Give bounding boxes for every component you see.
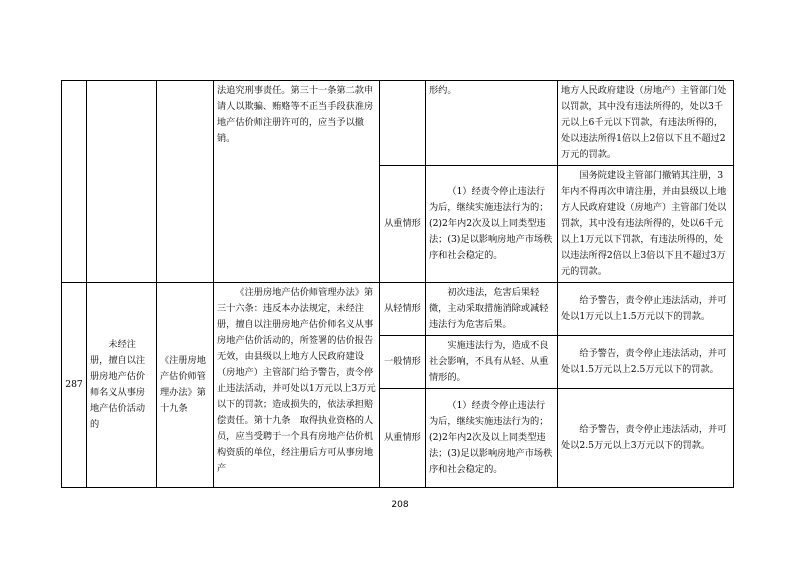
level-cell-empty bbox=[380, 81, 426, 166]
number-cell-empty bbox=[62, 81, 87, 283]
violation-cell-empty bbox=[87, 81, 157, 283]
standard-cell: （1）经责令停止违法行为后，继续实施违法行为的；(2)2年内2次及以上同类型违法；(3)足以影响房地产市场秩序和社会稳定的。 bbox=[426, 389, 558, 488]
row-number-cell: 287 bbox=[62, 283, 87, 488]
standard-cell: （1）经责令停止违法行为后，继续实施违法行为的；(2)2年内2次及以上同类型违法；(3)足以影响房地产市场秩序和社会稳定的。 bbox=[426, 166, 558, 283]
provision-text-cell: 法追究刑事责任。第三十一条第二款申请人以欺骗、贿赂等不正当手段获准房地产估价师注册许可的，应当予以撤销。 bbox=[214, 81, 380, 283]
penalty-cell: 给予警告，责令停止违法活动，并可处以2.5万元以上3万元以下的罚款。 bbox=[558, 389, 734, 488]
level-cell: 一般情形 bbox=[380, 336, 426, 389]
violation-cell: 未经注册，擅自以注册房地产估价师名义从事房地产估价活动的 bbox=[87, 283, 157, 488]
penalty-cell: 地方人民政府建设（房地产）主管部门处以罚款，其中没有违法所得的，处以3千元以上6千元以下罚款，有违法所得的，处以违法所得1倍以上2倍以下且不超过2万元的罚款。 bbox=[558, 81, 734, 166]
penalty-cell: 给予警告，责令停止违法活动，并可处以1万元以上1.5万元以下的罚款。 bbox=[558, 283, 734, 336]
standard-cell: 实施违法行为，造成不良社会影响，不具有从轻、从重情形的。 bbox=[426, 336, 558, 389]
table-row bbox=[62, 81, 734, 166]
table-row bbox=[62, 283, 734, 336]
legal-basis-cell: 《注册房地产估价师管理办法》第十九条 bbox=[157, 283, 214, 488]
level-cell: 从轻情形 bbox=[380, 283, 426, 336]
level-cell: 从重情形 bbox=[380, 166, 426, 283]
penalty-cell: 给予警告，责令停止违法活动，并可处以1.5万元以上2.5万元以下的罚款。 bbox=[558, 336, 734, 389]
level-cell: 从重情形 bbox=[380, 389, 426, 488]
penalty-cell: 国务院建设主管部门撤销其注册，3年内不得再次申请注册，并由县级以上地方人民政府建设（房地产）主管部门处以罚款，其中没有违法所得的，处以6千元以上1万元以下罚款，有违法所得的，处以违法所得2倍以上3倍以下且不超过3万元的罚款。 bbox=[558, 166, 734, 283]
provision-text-cell: 《注册房地产估价师管理办法》第三十六条：违反本办法规定，未经注册，擅自以注册房地产估价师名义从事房地产估价活动的，所签署的估价报告无效，由县级以上地方人民政府建设（房地产）主管部门给予警告，责令停止违法活动，并可处以1万元以上3万元以下的罚款；造成损失的，依法承担赔偿责任。第十九条 取得执业资格的人员，应当受聘于一个具有房地产估价机构资质的单位，经注册后方可从事房地产 bbox=[214, 283, 380, 488]
page-number: 208 bbox=[391, 500, 409, 510]
basis-cell-empty bbox=[157, 81, 214, 283]
standard-cell: 初次违法，危害后果轻微，主动采取措施消除或减轻违法行为危害后果。 bbox=[426, 283, 558, 336]
standard-cell: 形约。 bbox=[426, 81, 558, 166]
penalty-standard-table bbox=[61, 80, 734, 488]
